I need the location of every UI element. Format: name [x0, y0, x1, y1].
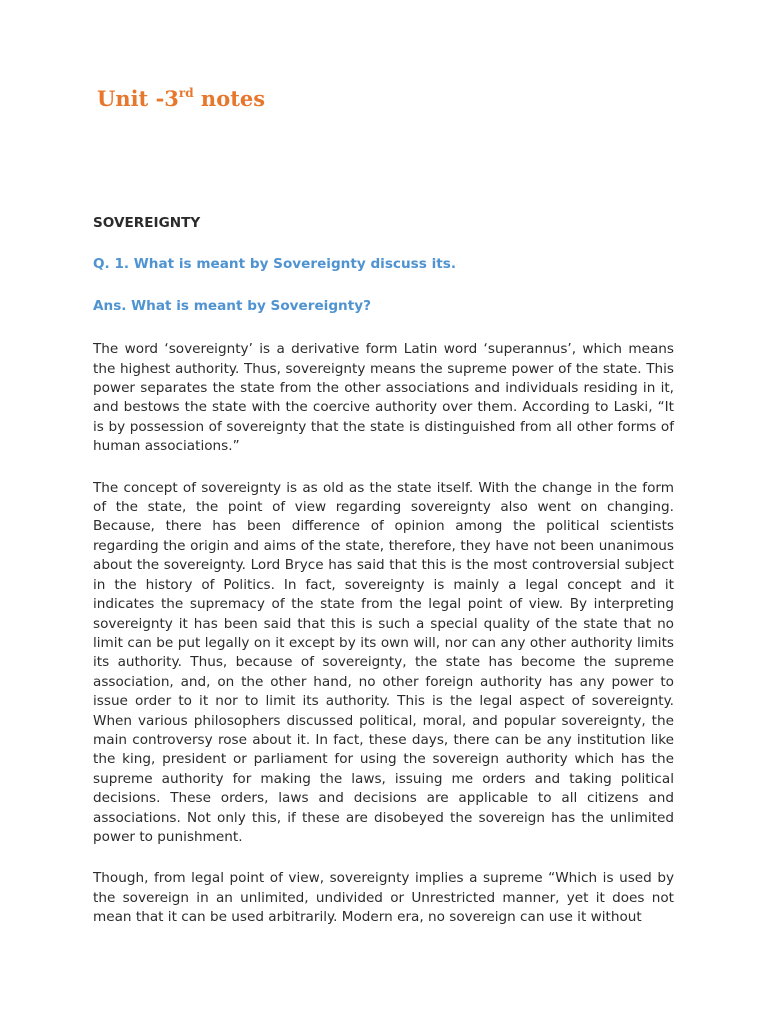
- paragraph-3: Though, from legal point of view, sovereignty implies a supreme “Which is used by the sovereign in an unlimited, undivided or Unrestricted manner, yet it does not mean that it can be used arbitrarily. Modern era, no sovereign can use it without: [93, 870, 674, 926]
- paragraph-1: The word ‘sovereignty’ is a derivative form Latin word ‘superannus’, which means the highest authority. Thus, sovereignty means the supreme power of the state. This power separates the state from the other associations and individuals residing in it, and bestows the state with the coercive authority over them. According to Laski, “It is by possession of sovereignty that the state is distinguished from all other forms of human associations.”: [93, 341, 674, 455]
- title-prefix: Unit -3: [97, 86, 179, 111]
- document-body: [93, 214, 674, 950]
- page-title: [97, 86, 265, 111]
- title-superscript: rd: [178, 86, 194, 100]
- question-heading: Q. 1. What is meant by Sovereignty discuss its.: [93, 256, 456, 273]
- paragraph-2: The concept of sovereignty is as old as the state itself. With the change in the form of the state, the point of view regarding sovereignty also went on changing. Because, there has been difference of opinion among the political scientists regarding the origin and aims of the state, therefore, they have not been unanimous about the sovereignty. Lord Bryce has said that this is the most controversial subject in the history of Politics. In fact, sovereignty is mainly a legal concept and it indicates the supremacy of the state from the legal point of view. By interpreting sovereignty it has been said that this is such a special quality of the state that no limit can be put legally on it except by its own will, nor can any other authority limits its authority. Thus, because of sovereignty, the state has become the supreme association, and, on the other hand, no other foreign authority has any power to issue order to it nor to limit its authority. This is the legal aspect of sovereignty. When various philosophers discussed political, moral, and popular sovereignty, the main controversy rose about it. In fact, these days, there can be any institution like the king, president or parliament for using the sovereign authority which has the supreme authority for making the laws, issuing me orders and taking political decisions. These orders, laws and decisions are applicable to all citizens and associations. Not only this, if these are disobeyed the sovereign has the unlimited power to punishment.: [93, 479, 674, 845]
- answer-heading: Ans. What is meant by Sovereignty?: [93, 297, 371, 314]
- title-suffix: notes: [193, 86, 266, 111]
- section-heading: SOVEREIGNTY: [93, 215, 201, 231]
